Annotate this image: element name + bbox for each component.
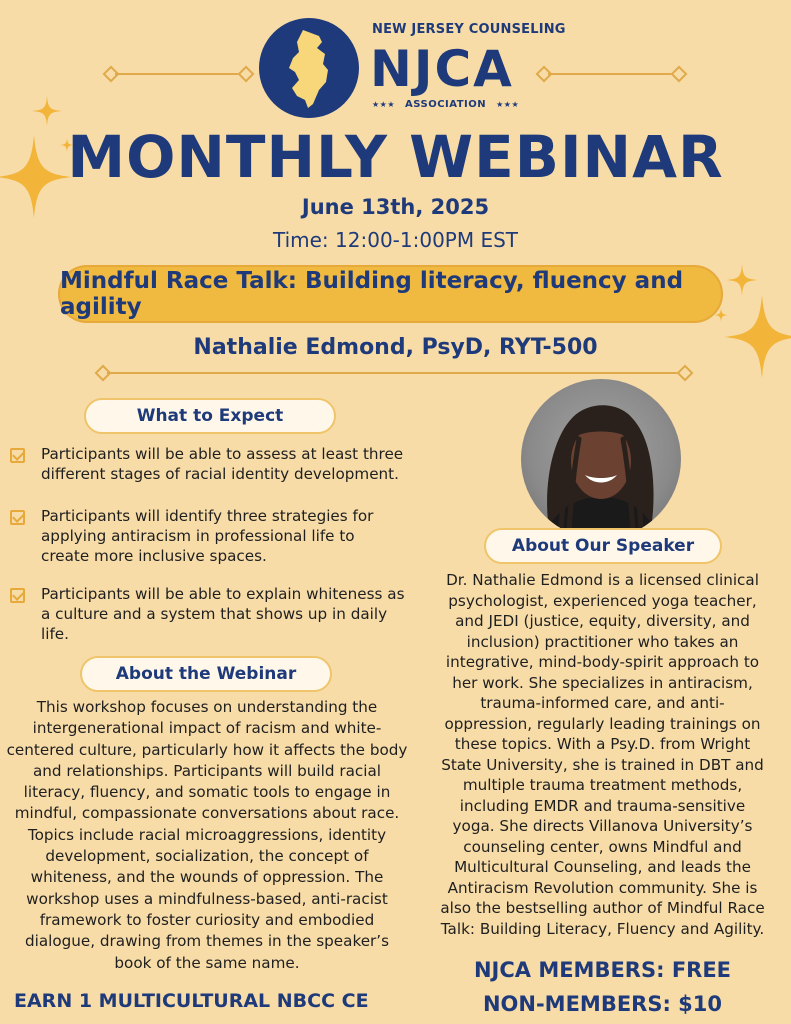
- checkbox-icon: [10, 448, 25, 463]
- speaker-name: Nathalie Edmond, PsyD, RYT-500: [193, 335, 598, 360]
- about-speaker-heading: [484, 528, 722, 564]
- new-jersey-map-icon: [259, 18, 359, 118]
- speaker-bio: Dr. Nathalie Edmond is a licensed clinical psychologist, experienced yoga teacher, and JEDI (justice, equity, diversity, and inclusion) practitioner who takes an integrative, mind-body-spirit approach to her work. She specializes in antiracism, trauma-informed care, and anti-oppression, regularly leading trainings on these topics. With a Psy.D. from Wright State University, she is trained in DBT and multiple trauma treatment methods, including EMDR and trauma-sensitive yoga. She directs Villanova University’s counseling center, owns Mindful and Multicultural Counseling, and leads the Antiracism Revolution community. She is also the bestselling author of Mindful Race Talk: Building Literacy, Fluency and Agility.: [440, 571, 765, 938]
- objective-text: Participants will be able to explain whiteness as a culture and a system that shows up in daily life.: [41, 585, 405, 643]
- topic-title: Mindful Race Talk: Building literacy, fluency and agility: [60, 268, 684, 320]
- star-row-left: ★★★: [372, 100, 396, 109]
- org-name-bottom-text: ASSOCIATION: [405, 99, 487, 110]
- topic-banner: [58, 265, 723, 323]
- members-price: NJCA MEMBERS: FREE: [473, 958, 732, 982]
- about-webinar-label: About the Webinar: [115, 664, 297, 684]
- divider-right: [548, 73, 673, 75]
- what-to-expect-label: What to Expect: [136, 406, 284, 426]
- about-webinar-body: This workshop focuses on understanding the intergenerational impact of racism and white-centered culture, particularly how it affects the body and relationships. Participants will build racial literacy, fluency, and somatic tools to engage in mindful, compassionate conversations about race. Topics include racial microaggressions, identity development, socialization, the concept of whiteness, and the wounds of oppression. The workshop uses a mindfulness-based, anti-racist framework to foster curiosity and embodied dialogue, drawing from themes in the speaker’s book of the same name.: [6, 698, 408, 972]
- page-title: MONTHLY WEBINAR: [67, 123, 724, 191]
- line-ornament-right-end: [671, 66, 688, 83]
- event-time: Time: 12:00-1:00PM EST: [272, 228, 519, 252]
- ce-credit-text: EARN 1 MULTICULTURAL NBCC CE: [14, 990, 369, 1012]
- line-ornament-mid-end: [677, 365, 694, 382]
- list-item: [10, 444, 405, 484]
- speaker-portrait: [521, 379, 681, 539]
- about-speaker-label: About Our Speaker: [511, 536, 695, 556]
- star-row-right: ★★★: [496, 100, 520, 109]
- line-ornament-left-end: [238, 66, 255, 83]
- list-item: [10, 506, 405, 566]
- event-date: June 13th, 2025: [301, 195, 490, 219]
- checkbox-icon: [10, 510, 25, 525]
- logo-badge: [259, 18, 359, 118]
- speaker-photo: [521, 379, 681, 539]
- list-item: [10, 584, 405, 644]
- divider-mid: [107, 372, 679, 374]
- org-abbreviation: NJCA: [370, 40, 514, 98]
- objective-text: Participants will be able to assess at least three different stages of racial identity development.: [41, 445, 404, 483]
- divider-left: [115, 73, 240, 75]
- checkbox-icon: [10, 588, 25, 603]
- about-webinar-heading: [80, 656, 332, 692]
- org-name-bottom: [372, 99, 519, 110]
- what-to-expect-heading: [84, 398, 336, 434]
- objective-text: Participants will identify three strategies for applying antiracism in professional life to create more inclusive spaces.: [41, 507, 374, 565]
- non-members-price: NON-MEMBERS: $10: [482, 992, 723, 1016]
- org-name-top: NEW JERSEY COUNSELING: [372, 22, 566, 37]
